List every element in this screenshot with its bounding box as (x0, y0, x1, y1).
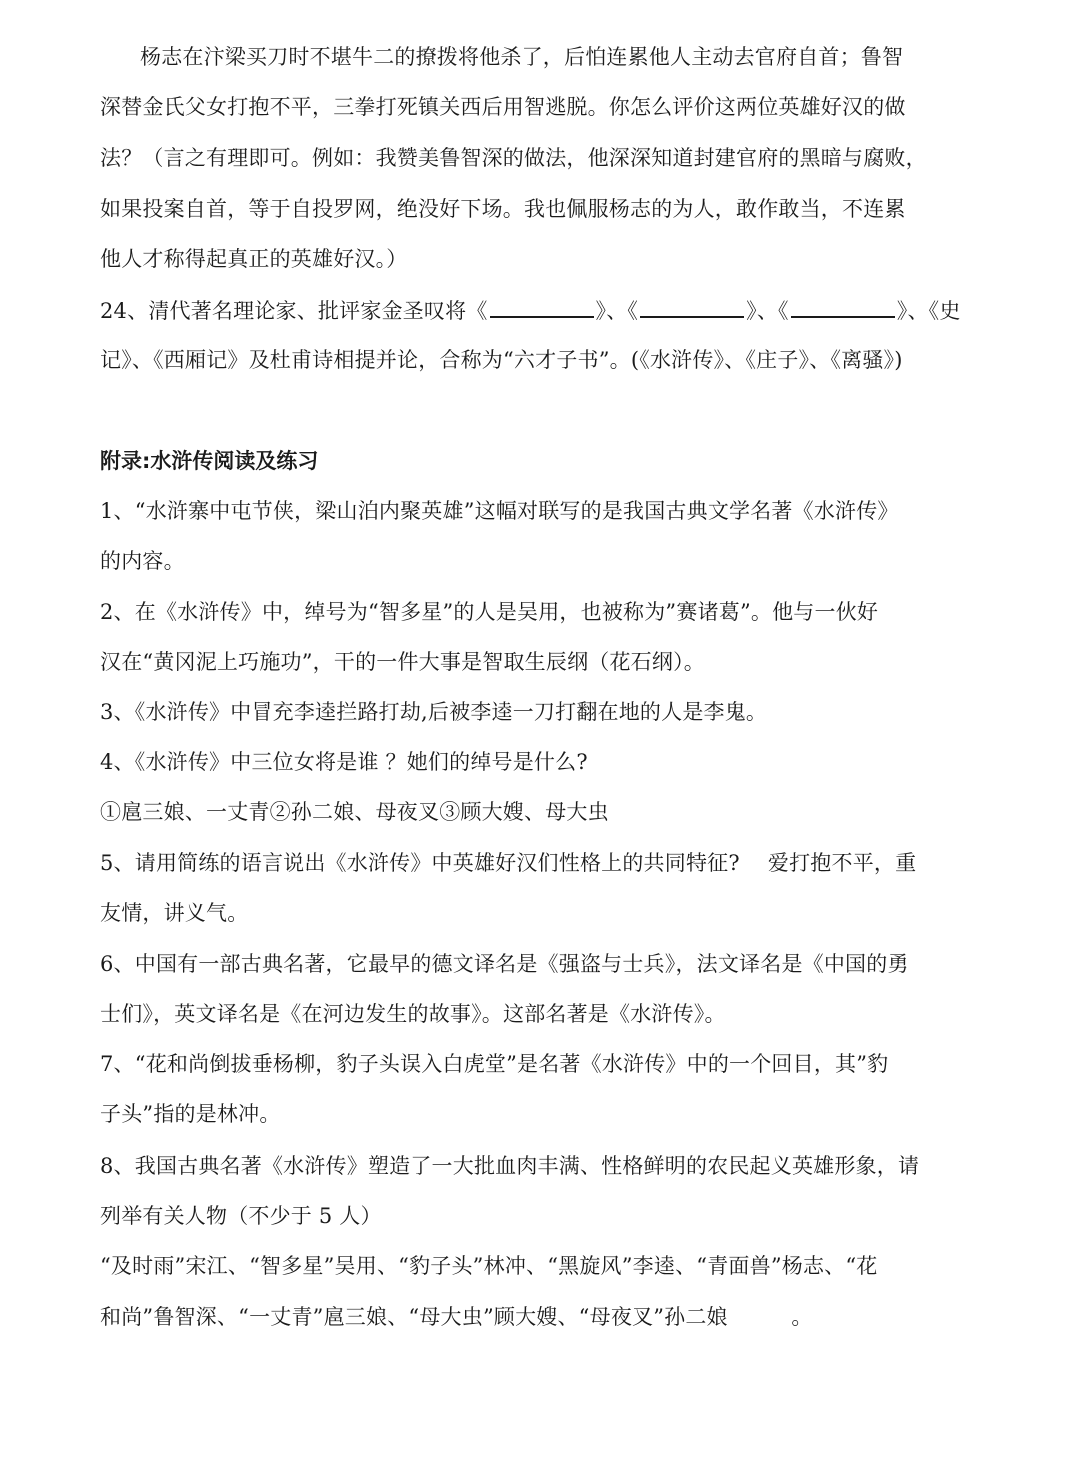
appendix-line: “及时雨”宋江、“智多星”吴用、“豹子头”林冲、“黑旋风”李逵、“青面兽”杨志、“花 (100, 1254, 878, 1278)
q24-text-3: 》、《 (746, 299, 789, 323)
appendix-line: 6、中国有一部古典名著，它最早的德文译名是《强盗与士兵》，法文译名是《中国的勇 (100, 952, 909, 976)
q24-line-1 (100, 294, 972, 326)
q24-text-1: 24、清代著名理论家、批评家金圣叹将《 (100, 299, 488, 323)
appendix-line: 和尚”鲁智深、“一丈青”扈三娘、“母大虫”顾大嫂、“母夜叉”孙二娘 。 (100, 1305, 813, 1329)
q23-line-2: 深替金氏父女打抱不平，三拳打死镇关西后用智逃脱。你怎么评价这两位英雄好汉的做 (100, 95, 906, 119)
q23-line-5: 他人才称得起真正的英雄好汉。） (100, 247, 408, 271)
appendix-line: 2、在《水浒传》中，绰号为“智多星”的人是吴用，也被称为”赛诸葛”。他与一伙好 (100, 600, 879, 624)
q23-line-4: 如果投案自首，等于自投罗网，绝没好下场。我也佩服杨志的为人，敢作敢当，不连累 (100, 197, 906, 221)
appendix-line: 汉在“黄冈泥上巧施功”，干的一件大事是智取生辰纲（花石纲）。 (100, 650, 705, 674)
appendix-line: 友情，讲义气。 (100, 901, 249, 925)
appendix-line: 3、《水浒传》中冒充李逵拦路打劫,后被李逵一刀打翻在地的人是李鬼。 (100, 700, 768, 724)
blank-1 (490, 294, 594, 318)
appendix-line: 士们》，英文译名是《在河边发生的故事》。这部名著是《水浒传》。 (100, 1002, 726, 1026)
appendix-title: 附录:水浒传阅读及练习 (100, 449, 319, 473)
q24-text-4: 》、《史 (896, 299, 961, 323)
appendix-line: ①扈三娘、一丈青②孙二娘、母夜叉③顾大嫂、母大虫 (100, 800, 609, 824)
q24-text-2: 》、《 (595, 299, 639, 323)
appendix-line: 8、我国古典名著《水浒传》塑造了一大批血肉丰满、性格鲜明的农民起义英雄形象，请 (100, 1154, 920, 1178)
appendix-line: 的内容。 (100, 549, 185, 573)
appendix-line: 子头”指的是林冲。 (100, 1102, 281, 1126)
q23-line-1: 杨志在汴梁买刀时不堪牛二的撩拨将他杀了，后怕连累他人主动去官府自首；鲁智 (140, 45, 904, 69)
q24-line-2: 记》、《西厢记》及杜甫诗相提并论，合称为“六才子书”。(《水浒传》、《庄子》、《离骚》) (100, 348, 903, 372)
appendix-line: 5、请用简练的语言说出《水浒传》中英雄好汉们性格上的共同特征? 爱打抱不平，重 (100, 851, 917, 875)
appendix-line: 4、《水浒传》中三位女将是谁 ？她们的绰号是什么? (100, 750, 588, 774)
q23-line-3: 法？（言之有理即可。例如：我赞美鲁智深的做法，他深深知道封建官府的黑暗与腐败， (100, 146, 927, 170)
appendix-line: 7、“花和尚倒拔垂杨柳，豹子头误入白虎堂”是名著《水浒传》中的一个回目，其”豹 (100, 1052, 889, 1076)
blank-2 (640, 294, 744, 318)
appendix-line: 1、“水浒寨中屯节侠，梁山泊内聚英雄”这幅对联写的是我国古典文学名著《水浒传》 (100, 499, 899, 523)
blank-3 (791, 294, 895, 318)
appendix-line: 列举有关人物（不少于 5 人） (100, 1204, 382, 1228)
